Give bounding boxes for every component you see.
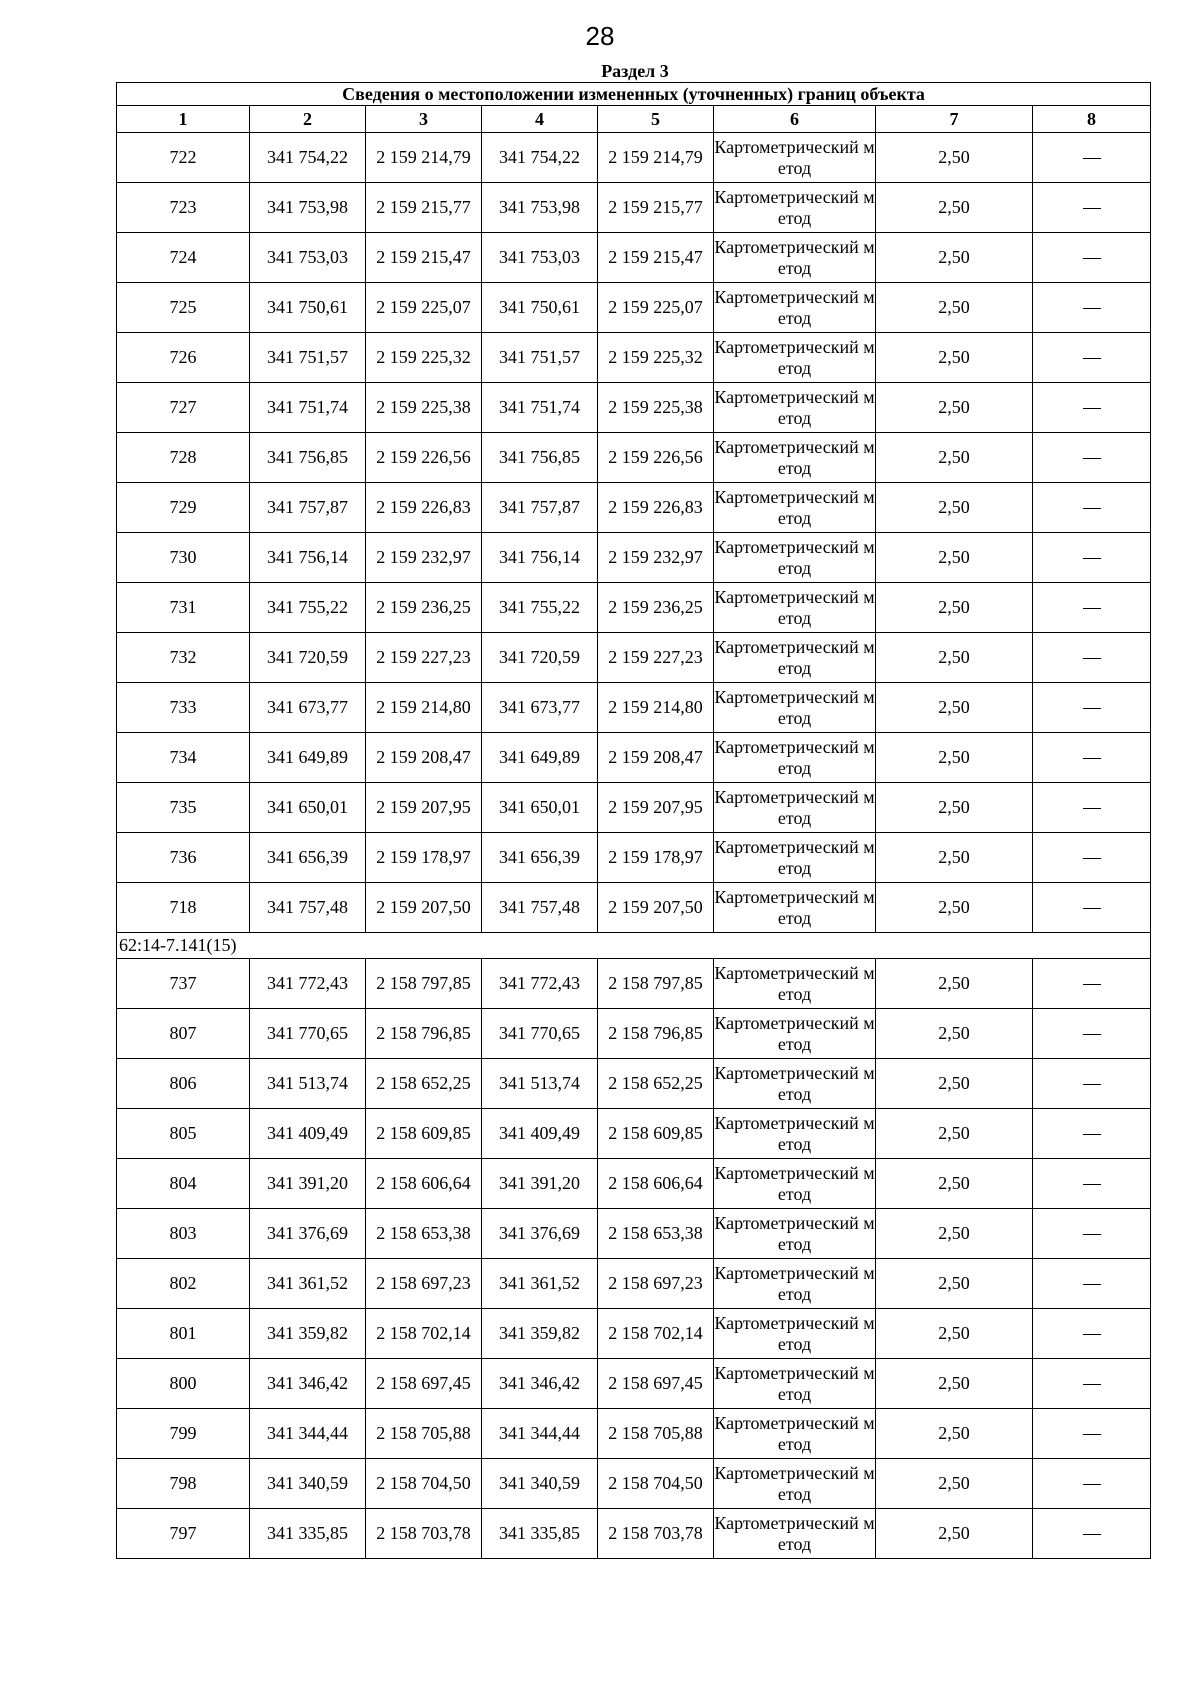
point-number-cell: 733	[117, 683, 250, 733]
refined-y-cell: 2 159 215,47	[598, 233, 714, 283]
refined-y-cell: 2 158 653,38	[598, 1209, 714, 1259]
table-row	[117, 783, 1151, 833]
accuracy-cell: 2,50	[876, 233, 1033, 283]
accuracy-cell: 2,50	[876, 883, 1033, 933]
em-dash-mark	[1083, 508, 1101, 509]
em-dash-mark	[1083, 1384, 1101, 1385]
description-cell	[1033, 183, 1151, 233]
point-number-cell: 801	[117, 1309, 250, 1359]
accuracy-cell: 2,50	[876, 1409, 1033, 1459]
description-cell	[1033, 833, 1151, 883]
refined-x-cell: 341 346,42	[482, 1359, 598, 1409]
point-number-cell: 805	[117, 1109, 250, 1159]
existing-y-cell: 2 158 606,64	[366, 1159, 482, 1209]
existing-x-cell: 341 757,87	[250, 483, 366, 533]
refined-y-cell: 2 159 215,77	[598, 183, 714, 233]
method-cell: Картометрический метод	[714, 1009, 876, 1059]
table-row	[117, 333, 1151, 383]
point-number-cell: 804	[117, 1159, 250, 1209]
method-cell: Картометрический метод	[714, 1109, 876, 1159]
description-cell	[1033, 883, 1151, 933]
method-cell: Картометрический метод	[714, 1159, 876, 1209]
method-cell: Картометрический метод	[714, 533, 876, 583]
page-number: 28	[585, 21, 615, 51]
method-cell: Картометрический метод	[714, 283, 876, 333]
existing-x-cell: 341 650,01	[250, 783, 366, 833]
refined-x-cell: 341 720,59	[482, 633, 598, 683]
description-cell	[1033, 1459, 1151, 1509]
accuracy-cell: 2,50	[876, 633, 1033, 683]
existing-y-cell: 2 159 207,95	[366, 783, 482, 833]
em-dash-mark	[1083, 308, 1101, 309]
accuracy-cell: 2,50	[876, 1009, 1033, 1059]
column-header: 3	[366, 106, 482, 133]
existing-x-cell: 341 513,74	[250, 1059, 366, 1109]
existing-y-cell: 2 158 797,85	[366, 959, 482, 1009]
method-cell: Картометрический метод	[714, 883, 876, 933]
existing-y-cell: 2 158 609,85	[366, 1109, 482, 1159]
existing-y-cell: 2 159 225,32	[366, 333, 482, 383]
refined-x-cell: 341 757,87	[482, 483, 598, 533]
refined-x-cell: 341 750,61	[482, 283, 598, 333]
existing-x-cell: 341 772,43	[250, 959, 366, 1009]
existing-x-cell: 341 754,22	[250, 133, 366, 183]
point-number-cell: 797	[117, 1509, 250, 1559]
existing-x-cell: 341 335,85	[250, 1509, 366, 1559]
refined-y-cell: 2 159 208,47	[598, 733, 714, 783]
table-row	[117, 583, 1151, 633]
accuracy-cell: 2,50	[876, 1209, 1033, 1259]
existing-y-cell: 2 158 702,14	[366, 1309, 482, 1359]
table-row	[117, 683, 1151, 733]
em-dash-mark	[1083, 908, 1101, 909]
existing-x-cell: 341 751,74	[250, 383, 366, 433]
method-cell: Картометрический метод	[714, 633, 876, 683]
accuracy-cell: 2,50	[876, 333, 1033, 383]
refined-x-cell: 341 649,89	[482, 733, 598, 783]
refined-y-cell: 2 158 703,78	[598, 1509, 714, 1559]
point-number-cell: 732	[117, 633, 250, 683]
existing-x-cell: 341 753,98	[250, 183, 366, 233]
description-cell	[1033, 1159, 1151, 1209]
refined-x-cell: 341 753,98	[482, 183, 598, 233]
accuracy-cell: 2,50	[876, 383, 1033, 433]
accuracy-cell: 2,50	[876, 1109, 1033, 1159]
refined-x-cell: 341 753,03	[482, 233, 598, 283]
refined-x-cell: 341 756,14	[482, 533, 598, 583]
method-cell: Картометрический метод	[714, 1059, 876, 1109]
existing-y-cell: 2 159 226,83	[366, 483, 482, 533]
refined-y-cell: 2 158 609,85	[598, 1109, 714, 1159]
refined-x-cell: 341 754,22	[482, 133, 598, 183]
em-dash-mark	[1083, 1334, 1101, 1335]
accuracy-cell: 2,50	[876, 1459, 1033, 1509]
table-row	[117, 1309, 1151, 1359]
refined-y-cell: 2 159 207,50	[598, 883, 714, 933]
existing-y-cell: 2 159 225,07	[366, 283, 482, 333]
em-dash-mark	[1083, 984, 1101, 985]
em-dash-mark	[1083, 658, 1101, 659]
existing-y-cell: 2 159 225,38	[366, 383, 482, 433]
column-header-row	[117, 106, 1151, 133]
refined-y-cell: 2 159 232,97	[598, 533, 714, 583]
method-cell: Картометрический метод	[714, 959, 876, 1009]
accuracy-cell: 2,50	[876, 1059, 1033, 1109]
point-number-cell: 727	[117, 383, 250, 433]
em-dash-mark	[1083, 458, 1101, 459]
refined-y-cell: 2 158 697,45	[598, 1359, 714, 1409]
table-row	[117, 883, 1151, 933]
point-number-cell: 736	[117, 833, 250, 883]
point-number-cell: 728	[117, 433, 250, 483]
table-row	[117, 959, 1151, 1009]
table-row	[117, 433, 1151, 483]
table-row	[117, 633, 1151, 683]
group-label: 62:14-7.141(15)	[117, 933, 1151, 959]
method-cell: Картометрический метод	[714, 483, 876, 533]
method-cell: Картометрический метод	[714, 1509, 876, 1559]
existing-y-cell: 2 159 226,56	[366, 433, 482, 483]
refined-y-cell: 2 159 225,07	[598, 283, 714, 333]
description-cell	[1033, 733, 1151, 783]
em-dash-mark	[1083, 1434, 1101, 1435]
accuracy-cell: 2,50	[876, 283, 1033, 333]
description-cell	[1033, 783, 1151, 833]
method-cell: Картометрический метод	[714, 183, 876, 233]
table-row	[117, 483, 1151, 533]
table-row	[117, 1509, 1151, 1559]
table-row	[117, 383, 1151, 433]
existing-x-cell: 341 359,82	[250, 1309, 366, 1359]
existing-x-cell: 341 720,59	[250, 633, 366, 683]
existing-x-cell: 341 340,59	[250, 1459, 366, 1509]
refined-x-cell: 341 755,22	[482, 583, 598, 633]
accuracy-cell: 2,50	[876, 1159, 1033, 1209]
point-number-cell: 729	[117, 483, 250, 533]
refined-y-cell: 2 159 227,23	[598, 633, 714, 683]
column-header: 6	[714, 106, 876, 133]
point-number-cell: 735	[117, 783, 250, 833]
existing-x-cell: 341 346,42	[250, 1359, 366, 1409]
em-dash-mark	[1083, 1034, 1101, 1035]
description-cell	[1033, 333, 1151, 383]
existing-x-cell: 341 757,48	[250, 883, 366, 933]
refined-x-cell: 341 340,59	[482, 1459, 598, 1509]
existing-x-cell: 341 361,52	[250, 1259, 366, 1309]
description-cell	[1033, 1359, 1151, 1409]
table-body	[117, 133, 1151, 1559]
existing-y-cell: 2 158 697,23	[366, 1259, 482, 1309]
em-dash-mark	[1083, 758, 1101, 759]
method-cell: Картометрический метод	[714, 1409, 876, 1459]
description-cell	[1033, 483, 1151, 533]
method-cell: Картометрический метод	[714, 783, 876, 833]
column-header: 7	[876, 106, 1033, 133]
table-row	[117, 533, 1151, 583]
point-number-cell: 730	[117, 533, 250, 583]
existing-y-cell: 2 159 214,79	[366, 133, 482, 183]
refined-x-cell: 341 751,57	[482, 333, 598, 383]
column-header: 8	[1033, 106, 1151, 133]
em-dash-mark	[1083, 358, 1101, 359]
em-dash-mark	[1083, 1534, 1101, 1535]
existing-y-cell: 2 159 178,97	[366, 833, 482, 883]
table-row	[117, 1359, 1151, 1409]
existing-x-cell: 341 755,22	[250, 583, 366, 633]
point-number-cell: 723	[117, 183, 250, 233]
refined-y-cell: 2 159 226,83	[598, 483, 714, 533]
existing-x-cell: 341 391,20	[250, 1159, 366, 1209]
accuracy-cell: 2,50	[876, 1259, 1033, 1309]
refined-y-cell: 2 159 178,97	[598, 833, 714, 883]
column-header: 5	[598, 106, 714, 133]
em-dash-mark	[1083, 808, 1101, 809]
existing-y-cell: 2 159 214,80	[366, 683, 482, 733]
method-cell: Картометрический метод	[714, 733, 876, 783]
refined-x-cell: 341 751,74	[482, 383, 598, 433]
em-dash-mark	[1083, 158, 1101, 159]
accuracy-cell: 2,50	[876, 733, 1033, 783]
existing-y-cell: 2 159 215,77	[366, 183, 482, 233]
existing-y-cell: 2 158 705,88	[366, 1409, 482, 1459]
description-cell	[1033, 233, 1151, 283]
em-dash-mark	[1083, 1134, 1101, 1135]
refined-y-cell: 2 159 225,38	[598, 383, 714, 433]
refined-x-cell: 341 772,43	[482, 959, 598, 1009]
point-number-cell: 807	[117, 1009, 250, 1059]
description-cell	[1033, 1209, 1151, 1259]
existing-x-cell: 341 756,85	[250, 433, 366, 483]
refined-x-cell: 341 409,49	[482, 1109, 598, 1159]
em-dash-mark	[1083, 258, 1101, 259]
existing-x-cell: 341 751,57	[250, 333, 366, 383]
refined-x-cell: 341 344,44	[482, 1409, 598, 1459]
point-number-cell: 737	[117, 959, 250, 1009]
table-row	[117, 1109, 1151, 1159]
refined-x-cell: 341 513,74	[482, 1059, 598, 1109]
table-row	[117, 183, 1151, 233]
accuracy-cell: 2,50	[876, 833, 1033, 883]
point-number-cell: 798	[117, 1459, 250, 1509]
existing-x-cell: 341 376,69	[250, 1209, 366, 1259]
refined-y-cell: 2 159 214,80	[598, 683, 714, 733]
point-number-cell: 802	[117, 1259, 250, 1309]
description-cell	[1033, 133, 1151, 183]
description-cell	[1033, 1409, 1151, 1459]
existing-x-cell: 341 649,89	[250, 733, 366, 783]
em-dash-mark	[1083, 1084, 1101, 1085]
refined-x-cell: 341 770,65	[482, 1009, 598, 1059]
method-cell: Картометрический метод	[714, 683, 876, 733]
refined-x-cell: 341 650,01	[482, 783, 598, 833]
group-row	[117, 933, 1151, 959]
refined-y-cell: 2 159 226,56	[598, 433, 714, 483]
point-number-cell: 724	[117, 233, 250, 283]
refined-y-cell: 2 158 697,23	[598, 1259, 714, 1309]
accuracy-cell: 2,50	[876, 1309, 1033, 1359]
point-number-cell: 734	[117, 733, 250, 783]
table-row	[117, 1259, 1151, 1309]
existing-y-cell: 2 159 208,47	[366, 733, 482, 783]
existing-x-cell: 341 409,49	[250, 1109, 366, 1159]
refined-y-cell: 2 159 236,25	[598, 583, 714, 633]
refined-x-cell: 341 376,69	[482, 1209, 598, 1259]
method-cell: Картометрический метод	[714, 233, 876, 283]
method-cell: Картометрический метод	[714, 1209, 876, 1259]
table-row	[117, 1059, 1151, 1109]
column-header: 2	[250, 106, 366, 133]
em-dash-mark	[1083, 1284, 1101, 1285]
description-cell	[1033, 1309, 1151, 1359]
table-row	[117, 233, 1151, 283]
accuracy-cell: 2,50	[876, 183, 1033, 233]
existing-y-cell: 2 158 652,25	[366, 1059, 482, 1109]
point-number-cell: 806	[117, 1059, 250, 1109]
refined-x-cell: 341 335,85	[482, 1509, 598, 1559]
point-number-cell: 731	[117, 583, 250, 633]
accuracy-cell: 2,50	[876, 1509, 1033, 1559]
table-row	[117, 1159, 1151, 1209]
em-dash-mark	[1083, 858, 1101, 859]
em-dash-mark	[1083, 408, 1101, 409]
column-header: 1	[117, 106, 250, 133]
existing-y-cell: 2 159 232,97	[366, 533, 482, 583]
existing-y-cell: 2 158 704,50	[366, 1459, 482, 1509]
refined-x-cell: 341 756,85	[482, 433, 598, 483]
method-cell: Картометрический метод	[714, 383, 876, 433]
coordinates-table	[116, 82, 1151, 1559]
method-cell: Картометрический метод	[714, 1459, 876, 1509]
existing-y-cell: 2 159 207,50	[366, 883, 482, 933]
point-number-cell: 799	[117, 1409, 250, 1459]
method-cell: Картометрический метод	[714, 583, 876, 633]
em-dash-mark	[1083, 558, 1101, 559]
description-cell	[1033, 1109, 1151, 1159]
accuracy-cell: 2,50	[876, 533, 1033, 583]
existing-y-cell: 2 158 703,78	[366, 1509, 482, 1559]
accuracy-cell: 2,50	[876, 783, 1033, 833]
accuracy-cell: 2,50	[876, 959, 1033, 1009]
table-row	[117, 1409, 1151, 1459]
description-cell	[1033, 1059, 1151, 1109]
table-title-row	[117, 83, 1151, 106]
existing-y-cell: 2 158 653,38	[366, 1209, 482, 1259]
refined-y-cell: 2 158 796,85	[598, 1009, 714, 1059]
description-cell	[1033, 633, 1151, 683]
existing-y-cell: 2 159 215,47	[366, 233, 482, 283]
em-dash-mark	[1083, 1184, 1101, 1185]
method-cell: Картометрический метод	[714, 133, 876, 183]
refined-x-cell: 341 673,77	[482, 683, 598, 733]
refined-x-cell: 341 656,39	[482, 833, 598, 883]
table-row	[117, 833, 1151, 883]
point-number-cell: 725	[117, 283, 250, 333]
description-cell	[1033, 383, 1151, 433]
description-cell	[1033, 1259, 1151, 1309]
existing-x-cell: 341 770,65	[250, 1009, 366, 1059]
accuracy-cell: 2,50	[876, 433, 1033, 483]
point-number-cell: 722	[117, 133, 250, 183]
method-cell: Картометрический метод	[714, 833, 876, 883]
method-cell: Картометрический метод	[714, 433, 876, 483]
point-number-cell: 803	[117, 1209, 250, 1259]
existing-x-cell: 341 750,61	[250, 283, 366, 333]
em-dash-mark	[1083, 1234, 1101, 1235]
point-number-cell: 718	[117, 883, 250, 933]
column-header: 4	[482, 106, 598, 133]
table-row	[117, 1209, 1151, 1259]
refined-x-cell: 341 359,82	[482, 1309, 598, 1359]
table-row	[117, 733, 1151, 783]
section-title: Раздел 3	[601, 61, 669, 81]
table-row	[117, 283, 1151, 333]
refined-x-cell: 341 391,20	[482, 1159, 598, 1209]
refined-y-cell: 2 158 606,64	[598, 1159, 714, 1209]
refined-y-cell: 2 158 704,50	[598, 1459, 714, 1509]
accuracy-cell: 2,50	[876, 583, 1033, 633]
point-number-cell: 800	[117, 1359, 250, 1409]
description-cell	[1033, 283, 1151, 333]
existing-x-cell: 341 673,77	[250, 683, 366, 733]
method-cell: Картометрический метод	[714, 1259, 876, 1309]
description-cell	[1033, 959, 1151, 1009]
table-row	[117, 1009, 1151, 1059]
accuracy-cell: 2,50	[876, 683, 1033, 733]
refined-y-cell: 2 158 652,25	[598, 1059, 714, 1109]
description-cell	[1033, 683, 1151, 733]
table-row	[117, 1459, 1151, 1509]
description-cell	[1033, 433, 1151, 483]
refined-y-cell: 2 159 207,95	[598, 783, 714, 833]
existing-y-cell: 2 159 227,23	[366, 633, 482, 683]
em-dash-mark	[1083, 1484, 1101, 1485]
description-cell	[1033, 533, 1151, 583]
method-cell: Картометрический метод	[714, 1309, 876, 1359]
refined-x-cell: 341 361,52	[482, 1259, 598, 1309]
table-title: Сведения о местоположении измененных (уточненных) границ объекта	[117, 83, 1151, 106]
method-cell: Картометрический метод	[714, 333, 876, 383]
method-cell: Картометрический метод	[714, 1359, 876, 1409]
existing-y-cell: 2 159 236,25	[366, 583, 482, 633]
description-cell	[1033, 1509, 1151, 1559]
existing-x-cell: 341 344,44	[250, 1409, 366, 1459]
em-dash-mark	[1083, 208, 1101, 209]
accuracy-cell: 2,50	[876, 133, 1033, 183]
existing-y-cell: 2 158 697,45	[366, 1359, 482, 1409]
refined-y-cell: 2 158 702,14	[598, 1309, 714, 1359]
refined-y-cell: 2 159 214,79	[598, 133, 714, 183]
existing-x-cell: 341 656,39	[250, 833, 366, 883]
refined-y-cell: 2 159 225,32	[598, 333, 714, 383]
description-cell	[1033, 583, 1151, 633]
point-number-cell: 726	[117, 333, 250, 383]
table-row	[117, 133, 1151, 183]
accuracy-cell: 2,50	[876, 483, 1033, 533]
refined-y-cell: 2 158 705,88	[598, 1409, 714, 1459]
em-dash-mark	[1083, 708, 1101, 709]
existing-x-cell: 341 756,14	[250, 533, 366, 583]
existing-x-cell: 341 753,03	[250, 233, 366, 283]
accuracy-cell: 2,50	[876, 1359, 1033, 1409]
refined-x-cell: 341 757,48	[482, 883, 598, 933]
existing-y-cell: 2 158 796,85	[366, 1009, 482, 1059]
refined-y-cell: 2 158 797,85	[598, 959, 714, 1009]
description-cell	[1033, 1009, 1151, 1059]
em-dash-mark	[1083, 608, 1101, 609]
